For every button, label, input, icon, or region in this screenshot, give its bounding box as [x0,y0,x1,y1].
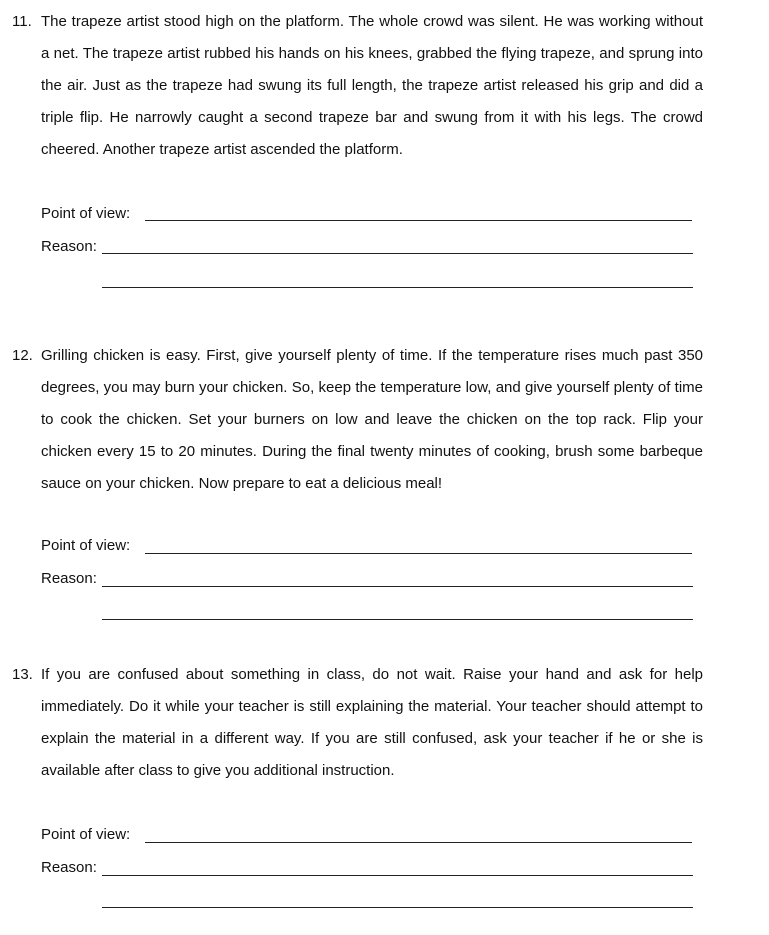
question-passage: Grilling chicken is easy. First, give yourself plenty of time. If the temperature rises much past 350 degrees, you may burn your chicken. So, keep the temperature low, and give yourself plenty of time to cook the chicken. Set your burners on low and leave the chicken on the top rack. Flip your chicken every 15 to 20 minutes. During the final twenty minutes of cooking, brush some barbeque sauce on your chicken. Now prepare to eat a delicious meal! [41,347,703,492]
question-number: 12. [12,347,33,364]
point-of-view-label: Point of view: [41,826,131,843]
reason-answer-line-2[interactable] [102,907,693,908]
question-passage: The trapeze artist stood high on the platform. The whole crowd was silent. He was working without a net. The trapeze artist rubbed his hands on his knees, grabbed the flying trapeze, and sprung into the air. Just as the trapeze had swung its full length, the trapeze artist released his grip and did a triple flip. He narrowly caught a second trapeze bar and swung from it with his legs. The crowd cheered. Another trapeze artist ascended the platform. [41,13,703,158]
point-of-view-answer-line[interactable] [145,553,692,554]
reason-answer-line-2[interactable] [102,287,693,288]
reason-answer-line[interactable] [102,586,693,587]
point-of-view-label: Point of view: [41,537,131,554]
question-number: 11. [12,13,32,30]
reason-answer-line-2[interactable] [102,619,693,620]
point-of-view-label: Point of view: [41,205,131,222]
point-of-view-answer-line[interactable] [145,220,692,221]
reason-answer-line[interactable] [102,875,693,876]
question-passage: If you are confused about something in class, do not wait. Raise your hand and ask for help immediately. Do it while your teacher is still explaining the material. Your teacher should attempt to explain the material in a different way. If you are still confused, ask your teacher if he or she is available after class to give you additional instruction. [41,666,703,779]
question-number: 13. [12,666,33,683]
reason-label: Reason: [41,859,97,876]
reason-label: Reason: [41,570,97,587]
reason-answer-line[interactable] [102,253,693,254]
point-of-view-answer-line[interactable] [145,842,692,843]
reason-label: Reason: [41,238,97,255]
